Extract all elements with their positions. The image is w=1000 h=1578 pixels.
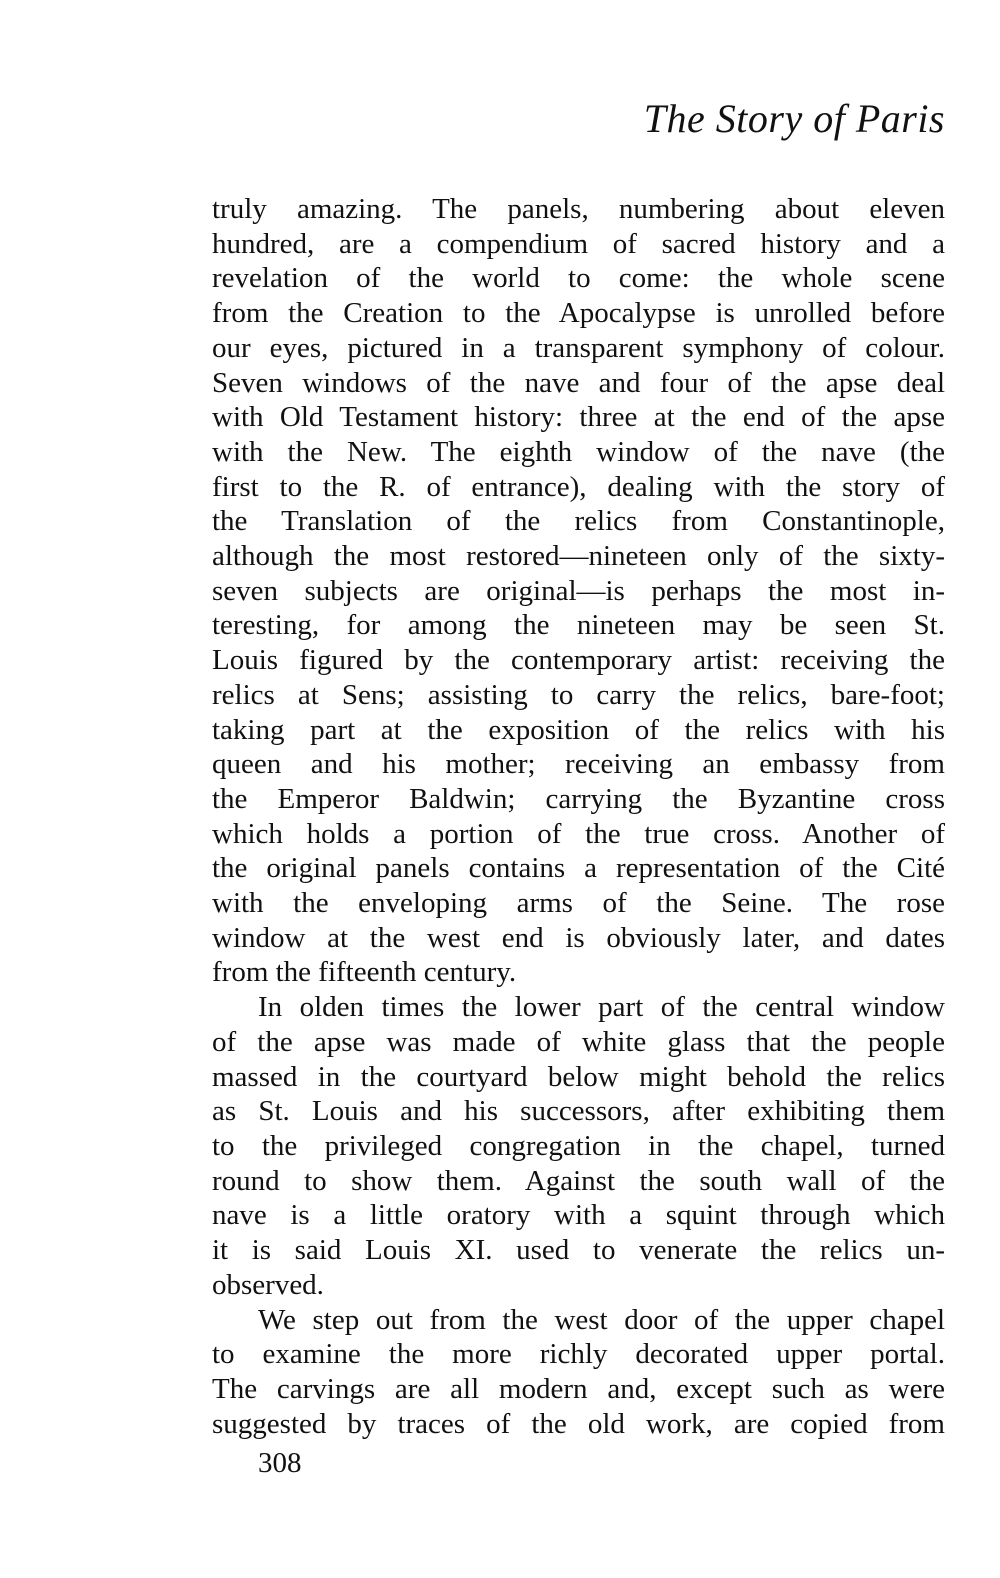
text-line: from the fifteenth century. xyxy=(212,956,517,989)
paragraph xyxy=(212,192,945,990)
text-line: hundred, are a compendium of sacred history and a xyxy=(212,227,945,260)
text-line: In olden times the lower part of the central window xyxy=(258,991,945,1024)
text-line: with Old Testament history: three at the end of the apse xyxy=(212,401,945,434)
text-line: Seven windows of the nave and four of the apse deal xyxy=(212,366,945,399)
text-line: of the apse was made of white glass that the people xyxy=(212,1025,945,1058)
text-line: round to show them. Against the south wall of the xyxy=(212,1164,945,1197)
paragraph xyxy=(212,990,945,1302)
page-number: 308 xyxy=(258,1447,302,1479)
text-line: massed in the courtyard below might behold the relics xyxy=(212,1060,945,1093)
text-line: to examine the more richly decorated upper portal. xyxy=(212,1338,945,1371)
running-title: The Story of Paris xyxy=(643,96,945,141)
text-line: taking part at the exposition of the relics with his xyxy=(212,713,945,746)
text-line: relics at Sens; assisting to carry the relics, bare-foot; xyxy=(212,678,945,711)
text-line: which holds a portion of the true cross. Another of xyxy=(212,817,945,850)
text-line: the Emperor Baldwin; carrying the Byzantine cross xyxy=(212,782,945,815)
text-line: seven subjects are original—is perhaps the most in- xyxy=(212,574,945,607)
text-line: first to the R. of entrance), dealing with the story of xyxy=(212,470,945,503)
text-line: window at the west end is obviously later, and dates xyxy=(212,921,945,954)
page-body xyxy=(212,192,945,1441)
text-line: the original panels contains a representation of the Cité xyxy=(212,852,945,885)
text-line: as St. Louis and his successors, after exhibiting them xyxy=(212,1095,945,1128)
text-line: revelation of the world to come: the whole scene xyxy=(212,262,945,295)
text-line: from the Creation to the Apocalypse is unrolled before xyxy=(212,297,945,330)
text-line: with the enveloping arms of the Seine. The rose xyxy=(212,887,945,920)
text-line: although the most restored—nineteen only of the sixty- xyxy=(212,540,945,573)
text-line: our eyes, pictured in a transparent symphony of colour. xyxy=(212,331,945,364)
text-line: truly amazing. The panels, numbering about eleven xyxy=(212,193,945,225)
text-line: it is said Louis XI. used to venerate the relics un- xyxy=(212,1234,945,1267)
text-line: We step out from the west door of the upper chapel xyxy=(258,1303,945,1336)
text-line: the Translation of the relics from Constantinople, xyxy=(212,505,945,538)
text-line: teresting, for among the nineteen may be seen St. xyxy=(212,609,945,642)
text-line: The carvings are all modern and, except such as were xyxy=(212,1372,945,1405)
text-line: Louis figured by the contemporary artist: receiving the xyxy=(212,644,945,677)
text-line: observed. xyxy=(212,1268,324,1301)
text-line: with the New. The eighth window of the nave (the xyxy=(212,435,945,468)
paragraph xyxy=(212,1303,945,1442)
text-line: nave is a little oratory with a squint through which xyxy=(212,1199,945,1232)
text-line: suggested by traces of the old work, are copied from xyxy=(212,1407,945,1440)
text-line: to the privileged congregation in the chapel, turned xyxy=(212,1129,945,1162)
text-line: queen and his mother; receiving an embassy from xyxy=(212,748,945,781)
